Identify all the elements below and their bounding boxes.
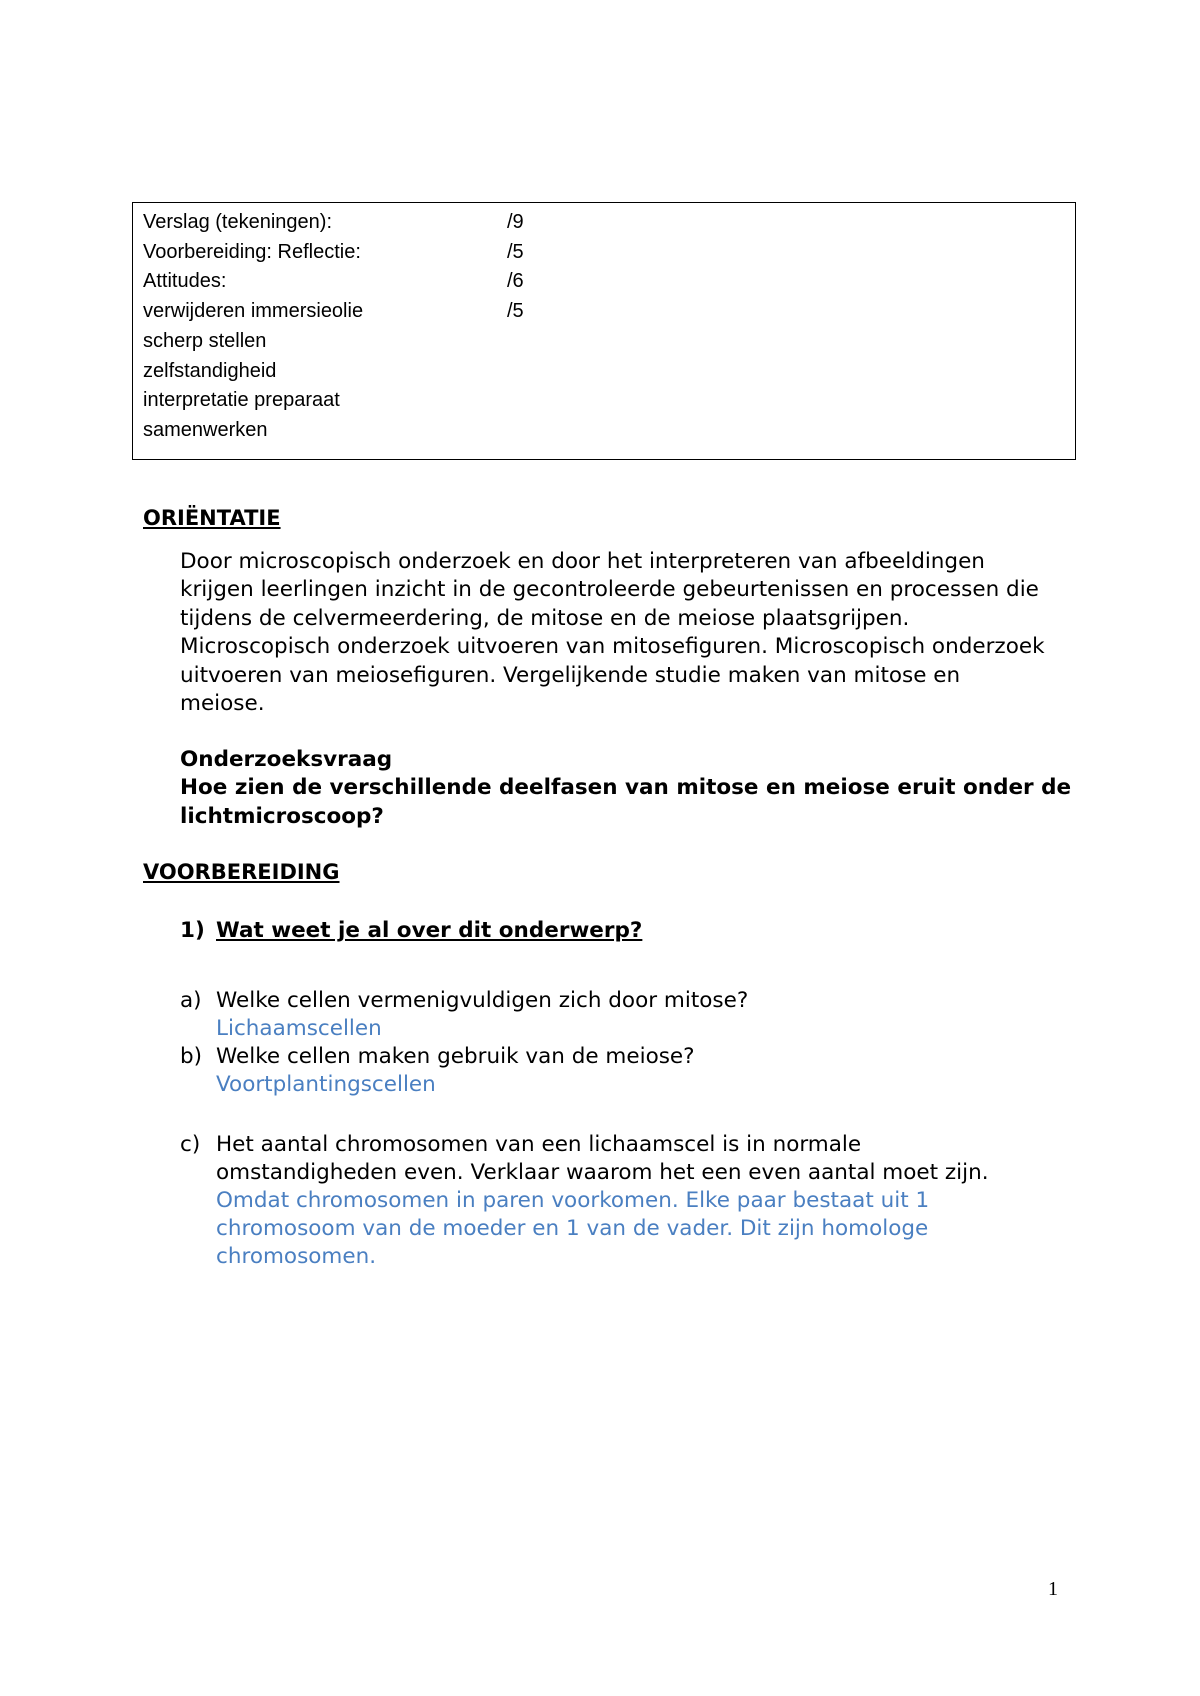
paragraph-line: Microscopisch onderzoek uitvoeren van mitosefiguren. Microscopisch onderzoek: [180, 634, 1045, 660]
score-label: interpretatie preparaat: [143, 389, 340, 411]
paragraph-line: Door microscopisch onderzoek en door het interpreteren van afbeeldingen: [180, 549, 985, 574]
score-label: verwijderen immersieolie: [143, 300, 364, 322]
score-value: /9: [507, 211, 524, 233]
question-c-marker: c): [180, 1132, 201, 1157]
question-b-text: Welke cellen maken gebruik van de meiose?: [216, 1044, 695, 1069]
answer-a: Lichaamscellen: [216, 1016, 382, 1041]
answer-c-line: chromosoom van de moeder en 1 van de vader. Dit zijn homologe: [216, 1216, 929, 1241]
research-question-title: Onderzoeksvraag: [180, 747, 393, 772]
paragraph-line: krijgen leerlingen inzicht in de gecontroleerde gebeurtenissen en processen die: [180, 577, 1039, 603]
orientatie-paragraph: [180, 548, 1080, 718]
paragraph-line: uitvoeren van meiosefiguren. Vergelijkende studie maken van mitose en: [180, 662, 961, 688]
score-box: [132, 202, 1076, 460]
research-question: [180, 746, 1080, 831]
voorbereiding-heading: VOORBEREIDING: [143, 860, 340, 884]
paragraph-line: meiose.: [180, 691, 265, 717]
score-label: zelfstandigheid: [143, 360, 277, 382]
question-a-text: Welke cellen vermenigvuldigen zich door mitose?: [216, 988, 749, 1013]
answer-c-line: Omdat chromosomen in paren voorkomen. Elke paar bestaat uit 1: [216, 1188, 930, 1213]
question-b-marker: b): [180, 1044, 203, 1069]
orientatie-heading: ORIËNTATIE: [143, 506, 281, 530]
score-label: samenwerken: [143, 419, 268, 441]
score-value: /6: [507, 270, 524, 292]
score-value: /5: [507, 241, 524, 263]
score-value: /5: [507, 300, 524, 322]
question-c-line: omstandigheden even. Verklaar waarom het een even aantal moet zijn.: [216, 1160, 989, 1185]
question-c-line: Het aantal chromosomen van een lichaamscel is in normale: [216, 1132, 862, 1157]
score-label: Attitudes:: [143, 270, 227, 292]
question-1-number: 1): [180, 918, 205, 943]
paragraph-line: tijdens de celvermeerdering, de mitose en de meiose plaatsgrijpen.: [180, 605, 910, 631]
page-number: 1: [1048, 1578, 1058, 1600]
question-a-marker: a): [180, 988, 202, 1013]
score-label: Verslag (tekeningen):: [143, 211, 333, 233]
answer-b: Voortplantingscellen: [216, 1072, 436, 1097]
question-1-text: Wat weet je al over dit onderwerp?: [216, 918, 643, 943]
answer-c-line: chromosomen.: [216, 1244, 377, 1269]
score-label: scherp stellen: [143, 330, 267, 352]
research-question-line: lichtmicroscoop?: [180, 803, 384, 829]
score-label: Voorbereiding: Reflectie:: [143, 241, 361, 263]
research-question-line: Hoe zien de verschillende deelfasen van mitose en meiose eruit onder de: [180, 775, 1072, 801]
